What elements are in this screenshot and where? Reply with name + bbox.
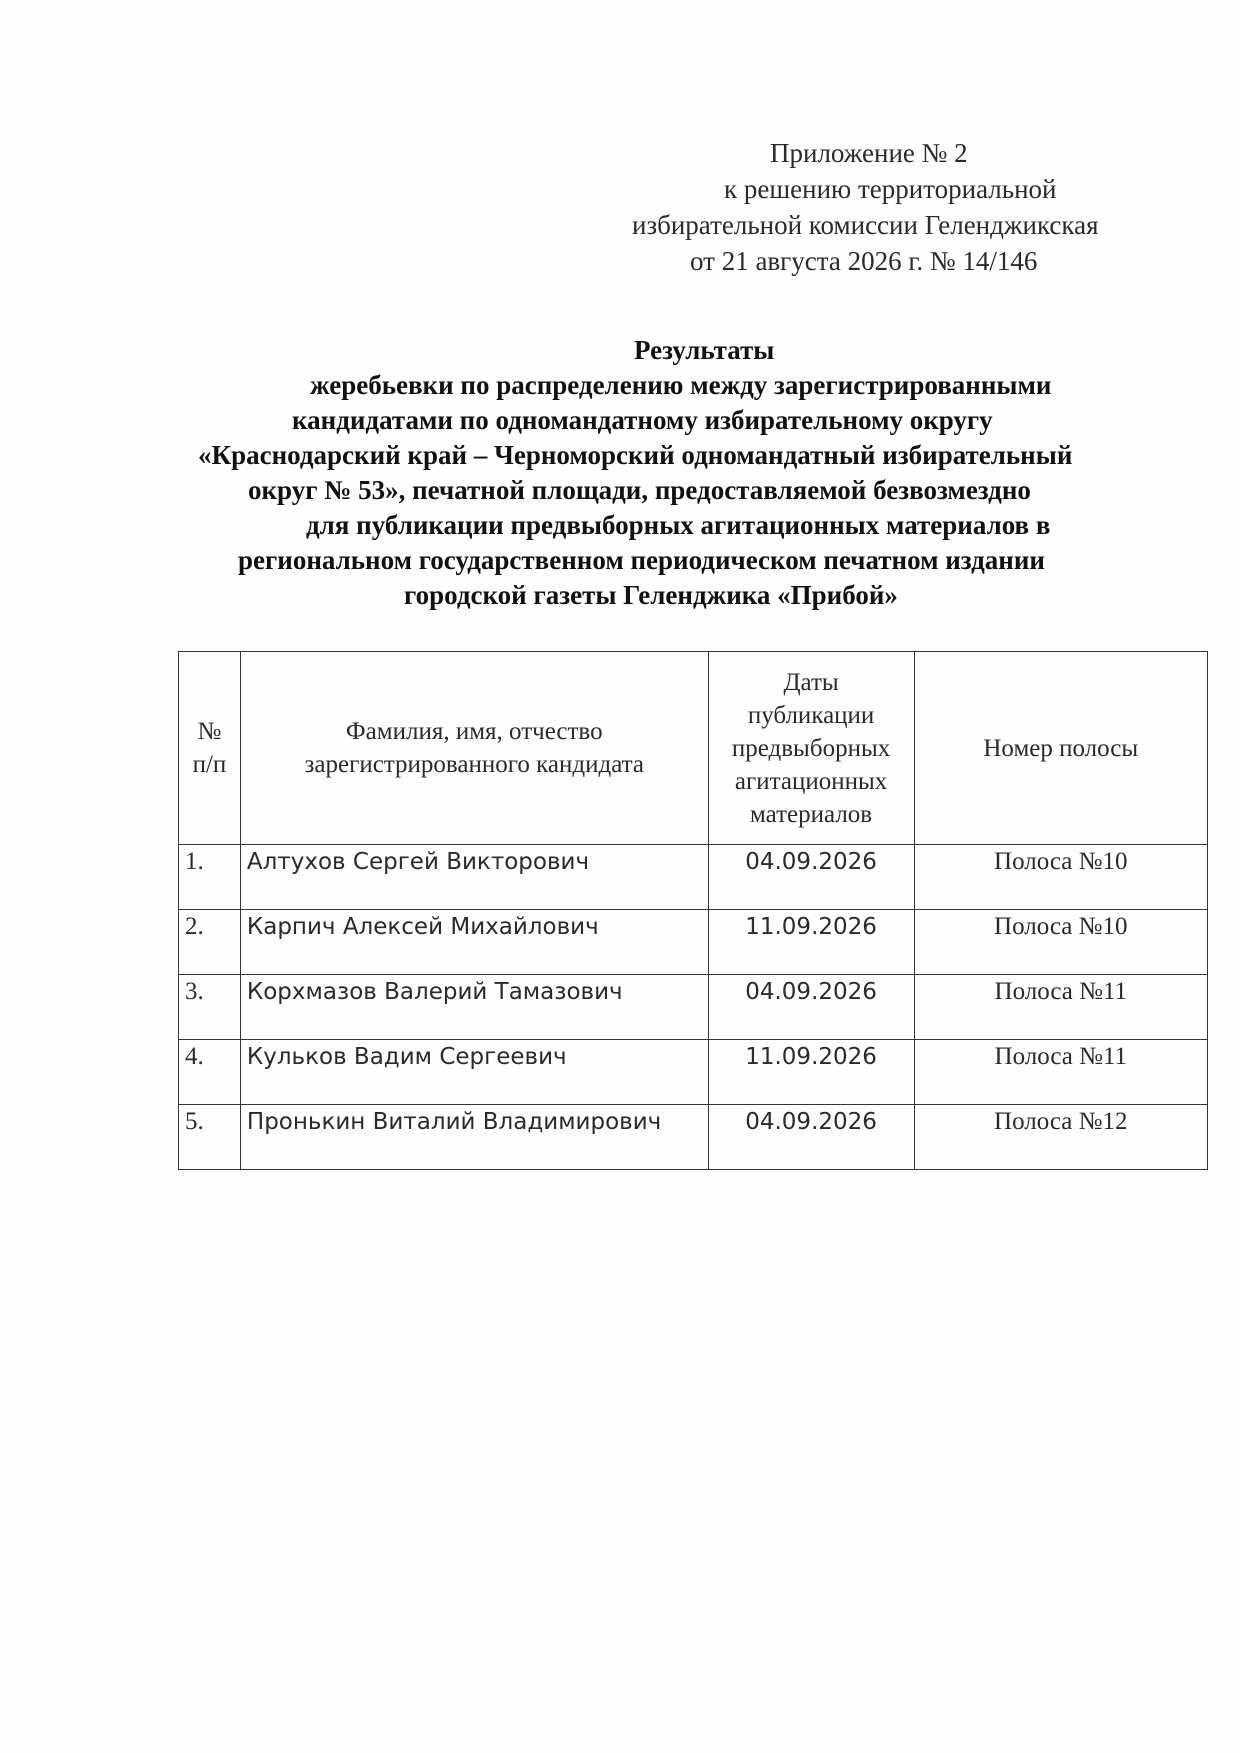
candidate-name: Карпич Алексей Михайлович bbox=[240, 910, 708, 975]
publication-date: 04.09.2026 bbox=[708, 1105, 914, 1170]
title-line: жеребьевки по распределению между зарегистрированными bbox=[310, 370, 1052, 400]
title-line: региональном государственном периодическом печатном издании bbox=[238, 545, 1045, 575]
table-row bbox=[179, 845, 1208, 910]
header-publication-dates-text: Даты публикации предвыборных агитационных материалов bbox=[731, 668, 891, 828]
table-row bbox=[179, 975, 1208, 1040]
row-number: 5. bbox=[179, 1105, 241, 1170]
publication-date: 11.09.2026 bbox=[708, 1040, 914, 1105]
table-row bbox=[179, 1040, 1208, 1105]
candidate-name: Пронькин Виталий Владимирович bbox=[240, 1105, 708, 1170]
publication-date: 11.09.2026 bbox=[708, 910, 914, 975]
row-number: 4. bbox=[179, 1040, 241, 1105]
publication-date: 04.09.2026 bbox=[708, 845, 914, 910]
page-number: Полоса №10 bbox=[914, 910, 1207, 975]
header-number bbox=[179, 652, 241, 845]
appendix-number: Приложение № 2 bbox=[770, 138, 968, 168]
candidate-name: Алтухов Сергей Викторович bbox=[240, 845, 708, 910]
page-number: Полоса №11 bbox=[914, 975, 1207, 1040]
page-number: Полоса №12 bbox=[914, 1105, 1207, 1170]
header-publication-dates bbox=[708, 652, 914, 845]
candidate-name: Корхмазов Валерий Тамазович bbox=[240, 975, 708, 1040]
title-line: округ № 53», печатной площади, предоставляемой безвозмездно bbox=[248, 475, 1031, 505]
publication-date: 04.09.2026 bbox=[708, 975, 914, 1040]
header-number-sign: № bbox=[197, 718, 222, 745]
header-number-label: п/п bbox=[192, 751, 227, 778]
page-number: Полоса №11 bbox=[914, 1040, 1207, 1105]
page-number: Полоса №10 bbox=[914, 845, 1207, 910]
appendix-decision: к решению территориальной bbox=[724, 174, 1057, 204]
appendix-date: от 21 августа 2026 г. № 14/146 bbox=[690, 246, 1038, 276]
title-line: «Краснодарский край – Черноморский одномандатный избирательный bbox=[198, 440, 1073, 470]
document-title bbox=[150, 333, 1130, 613]
header-page-number: Номер полосы bbox=[914, 652, 1207, 845]
title-line: Результаты bbox=[634, 335, 775, 365]
table-row bbox=[179, 910, 1208, 975]
header-candidate-name bbox=[240, 652, 708, 845]
table-header-row bbox=[179, 652, 1208, 845]
appendix-commission: избирательной комиссии Геленджикская bbox=[632, 210, 1099, 240]
title-line: городской газеты Геленджика «Прибой» bbox=[404, 580, 898, 610]
row-number: 1. bbox=[179, 845, 241, 910]
results-table bbox=[178, 651, 1208, 1170]
row-number: 2. bbox=[179, 910, 241, 975]
title-line: для публикации предвыборных агитационных материалов в bbox=[306, 510, 1051, 540]
title-line: кандидатами по одномандатному избирательному округу bbox=[292, 405, 993, 435]
header-candidate-name-text: Фамилия, имя, отчество зарегистрированного кандидата bbox=[304, 718, 644, 778]
appendix-header bbox=[580, 135, 1140, 279]
row-number: 3. bbox=[179, 975, 241, 1040]
table-row bbox=[179, 1105, 1208, 1170]
candidate-name: Кульков Вадим Сергеевич bbox=[240, 1040, 708, 1105]
